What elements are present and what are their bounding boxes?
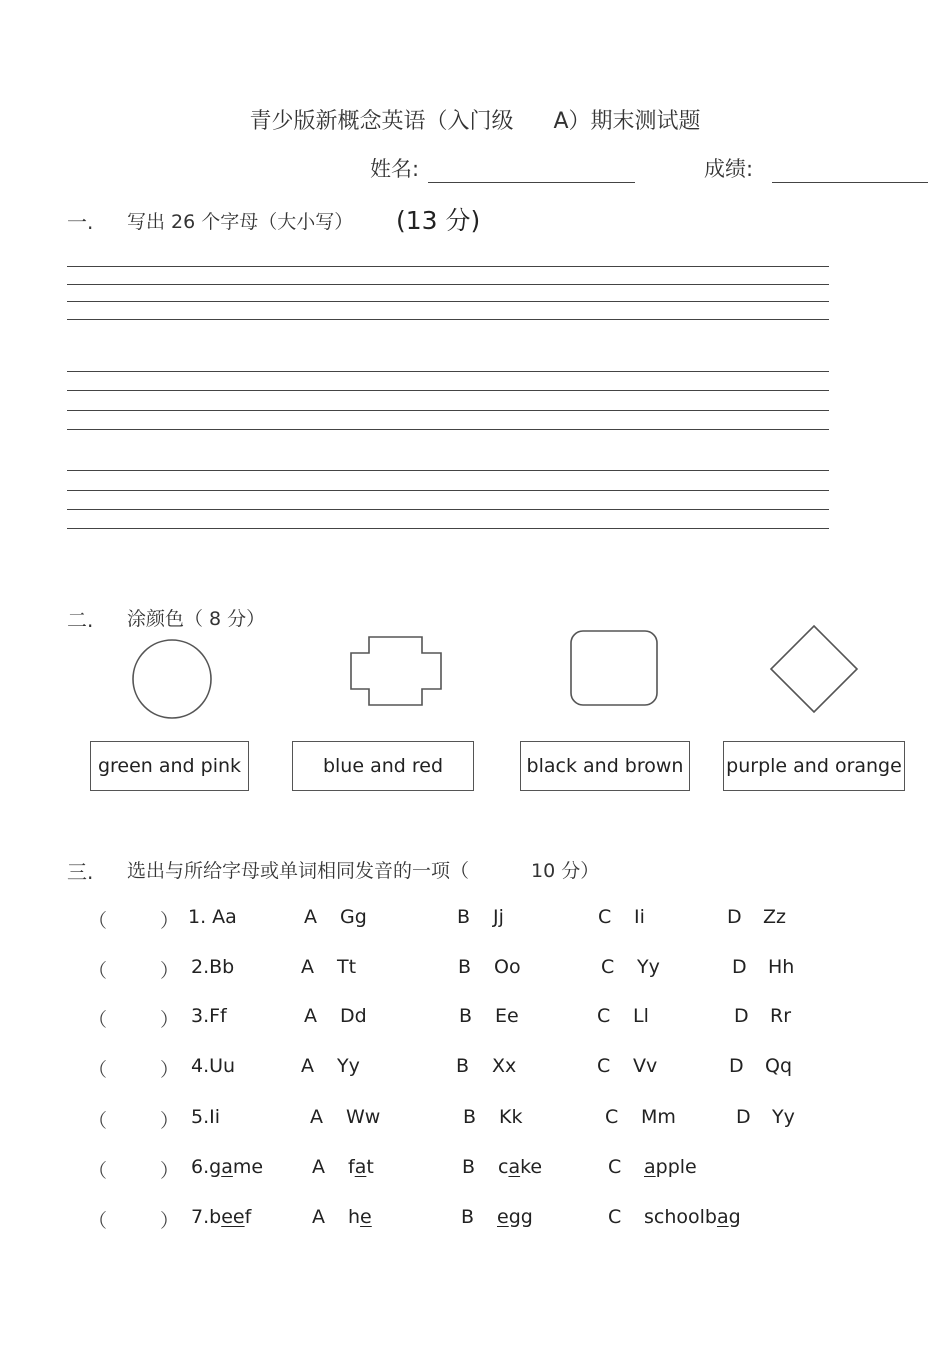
option-d[interactable] bbox=[734, 1005, 791, 1027]
option-letter: C bbox=[601, 956, 615, 978]
underlined-sound: a bbox=[508, 1156, 521, 1178]
color-label: green and pink bbox=[97, 755, 242, 777]
option-text: Yy bbox=[337, 1055, 360, 1077]
option-text: Dd bbox=[340, 1005, 367, 1027]
underlined-sound: a bbox=[354, 1156, 367, 1178]
option-b[interactable] bbox=[458, 956, 521, 978]
diamond-icon[interactable] bbox=[770, 625, 858, 713]
answer-blank[interactable] bbox=[108, 1206, 158, 1230]
option-letter: D bbox=[732, 956, 747, 978]
circle-icon[interactable] bbox=[130, 637, 214, 721]
option-a[interactable] bbox=[301, 1055, 360, 1077]
option-b[interactable] bbox=[457, 906, 504, 928]
answer-paren-close: ） bbox=[160, 910, 180, 932]
option-c[interactable] bbox=[597, 1005, 649, 1027]
option-letter: B bbox=[462, 1156, 476, 1178]
option-d[interactable] bbox=[732, 956, 794, 978]
color-label: purple and orange bbox=[726, 755, 902, 777]
answer-paren-close: ） bbox=[160, 1210, 180, 1232]
option-letter: C bbox=[605, 1106, 619, 1128]
color-label: blue and red bbox=[322, 755, 444, 777]
answer-blank[interactable] bbox=[108, 1055, 158, 1079]
option-d[interactable] bbox=[727, 906, 786, 928]
option-text: Yy bbox=[772, 1106, 795, 1128]
option-letter: B bbox=[458, 956, 472, 978]
answer-paren-open: （ bbox=[88, 1160, 108, 1182]
option-letter: C bbox=[597, 1055, 611, 1077]
question-prompt: 1. Aa bbox=[188, 906, 237, 928]
name-label: 姓名: bbox=[370, 157, 420, 181]
option-text: Rr bbox=[770, 1005, 792, 1027]
option-b[interactable] bbox=[462, 1156, 542, 1178]
writing-line bbox=[67, 470, 829, 471]
writing-line bbox=[67, 390, 829, 391]
rounded-square-icon[interactable] bbox=[570, 630, 658, 706]
option-text: Xx bbox=[492, 1055, 517, 1077]
section2-number: 二. bbox=[67, 608, 94, 632]
option-a[interactable] bbox=[304, 1005, 367, 1027]
option-letter: A bbox=[312, 1206, 325, 1228]
option-letter: B bbox=[459, 1005, 473, 1027]
underlined-sound: e bbox=[497, 1206, 509, 1228]
answer-blank[interactable] bbox=[108, 1106, 158, 1130]
writing-line bbox=[67, 490, 829, 491]
answer-blank[interactable] bbox=[108, 1156, 158, 1180]
writing-line bbox=[67, 266, 829, 267]
section1-instruction: 写出 26 个字母（大小写） bbox=[127, 211, 354, 233]
question-prompt: 7.beef bbox=[191, 1206, 252, 1228]
answer-blank[interactable] bbox=[108, 906, 158, 930]
writing-line bbox=[67, 284, 829, 285]
option-letter: C bbox=[597, 1005, 611, 1027]
answer-paren-close: ） bbox=[160, 1059, 180, 1081]
option-d[interactable] bbox=[736, 1106, 795, 1128]
option-text: Mm bbox=[641, 1106, 676, 1128]
answer-paren-open: （ bbox=[88, 1059, 108, 1081]
option-letter: A bbox=[310, 1106, 323, 1128]
option-text: Ll bbox=[633, 1005, 649, 1027]
option-text: Ww bbox=[346, 1106, 381, 1128]
option-b[interactable] bbox=[461, 1206, 533, 1228]
writing-line bbox=[67, 371, 829, 372]
writing-line bbox=[67, 429, 829, 430]
option-letter: D bbox=[736, 1106, 751, 1128]
option-text: Tt bbox=[337, 956, 357, 978]
option-text: apple bbox=[644, 1156, 697, 1178]
name-field[interactable] bbox=[428, 182, 635, 183]
answer-blank[interactable] bbox=[108, 956, 158, 980]
answer-paren-open: （ bbox=[88, 910, 108, 932]
option-c[interactable] bbox=[608, 1206, 741, 1228]
option-text: Oo bbox=[494, 956, 521, 978]
option-letter: C bbox=[608, 1156, 622, 1178]
option-text: Gg bbox=[340, 906, 367, 928]
question-prompt: 4.Uu bbox=[191, 1055, 236, 1077]
option-b[interactable] bbox=[463, 1106, 522, 1128]
underlined-sound: a bbox=[221, 1156, 233, 1178]
color-label-box bbox=[520, 741, 690, 791]
option-letter: A bbox=[304, 906, 317, 928]
option-text: Zz bbox=[763, 906, 786, 928]
answer-blank[interactable] bbox=[108, 1005, 158, 1029]
option-letter: A bbox=[301, 1055, 314, 1077]
title-level: A）期末测试题 bbox=[553, 109, 701, 134]
question-prompt: 2.Bb bbox=[191, 956, 235, 978]
color-label: black and brown bbox=[526, 755, 684, 777]
section1-number: 一. bbox=[67, 210, 94, 234]
option-text: Yy bbox=[637, 956, 660, 978]
writing-line bbox=[67, 301, 829, 302]
option-text: Ii bbox=[634, 906, 645, 928]
answer-paren-close: ） bbox=[160, 960, 180, 982]
writing-line bbox=[67, 528, 829, 529]
option-text: Hh bbox=[768, 956, 795, 978]
section3-score: 10 分） bbox=[531, 860, 600, 882]
option-text: Jj bbox=[493, 906, 504, 928]
answer-paren-close: ） bbox=[160, 1009, 180, 1031]
option-c[interactable] bbox=[608, 1156, 697, 1178]
option-c[interactable] bbox=[597, 1055, 657, 1077]
option-text: schoolbag bbox=[644, 1206, 741, 1228]
color-label-box bbox=[292, 741, 474, 791]
color-label-box bbox=[723, 741, 905, 791]
underlined-sound: e bbox=[360, 1206, 372, 1228]
writing-line bbox=[67, 509, 829, 510]
cross-icon[interactable] bbox=[350, 636, 442, 706]
option-c[interactable] bbox=[605, 1106, 676, 1128]
option-letter: B bbox=[463, 1106, 477, 1128]
option-a[interactable] bbox=[301, 956, 356, 978]
writing-line bbox=[67, 319, 829, 320]
option-text: cake bbox=[498, 1156, 543, 1178]
option-letter: A bbox=[304, 1005, 317, 1027]
option-c[interactable] bbox=[601, 956, 660, 978]
option-letter: B bbox=[456, 1055, 470, 1077]
option-letter: C bbox=[608, 1206, 622, 1228]
answer-paren-open: （ bbox=[88, 1110, 108, 1132]
option-letter: A bbox=[301, 956, 314, 978]
underlined-sound: a bbox=[716, 1206, 729, 1228]
option-letter: D bbox=[734, 1005, 749, 1027]
option-text: Vv bbox=[633, 1055, 658, 1077]
option-c[interactable] bbox=[598, 906, 645, 928]
option-text: he bbox=[348, 1206, 372, 1228]
answer-paren-close: ） bbox=[160, 1160, 180, 1182]
answer-paren-close: ） bbox=[160, 1110, 180, 1132]
section3-number: 三. bbox=[67, 860, 94, 884]
score-field[interactable] bbox=[772, 182, 928, 183]
answer-paren-open: （ bbox=[88, 1210, 108, 1232]
option-text: fat bbox=[348, 1156, 374, 1178]
option-a[interactable] bbox=[312, 1156, 374, 1178]
section3-instruction: 选出与所给字母或单词相同发音的一项（ bbox=[127, 860, 470, 882]
option-letter: B bbox=[457, 906, 471, 928]
question-prompt: 3.Ff bbox=[191, 1005, 227, 1027]
option-a[interactable] bbox=[310, 1106, 380, 1128]
option-letter: A bbox=[312, 1156, 325, 1178]
question-prompt: 5.Ii bbox=[191, 1106, 221, 1128]
option-d[interactable] bbox=[729, 1055, 792, 1077]
underlined-sound: ee bbox=[221, 1206, 245, 1228]
option-letter: D bbox=[727, 906, 742, 928]
page-title bbox=[0, 104, 950, 135]
option-letter: C bbox=[598, 906, 612, 928]
writing-line bbox=[67, 410, 829, 411]
color-label-box bbox=[90, 741, 249, 791]
question-prompt: 6.game bbox=[191, 1156, 264, 1178]
answer-paren-open: （ bbox=[88, 1009, 108, 1031]
underlined-sound: a bbox=[644, 1156, 656, 1178]
option-a[interactable] bbox=[312, 1206, 372, 1228]
answer-paren-open: （ bbox=[88, 960, 108, 982]
option-letter: D bbox=[729, 1055, 744, 1077]
option-letter: B bbox=[461, 1206, 475, 1228]
title-main: 青少版新概念英语（入门级 bbox=[249, 109, 514, 134]
section1-score: (13 分) bbox=[396, 206, 481, 235]
option-text: Ee bbox=[495, 1005, 519, 1027]
option-text: Qq bbox=[765, 1055, 793, 1077]
score-label: 成绩: bbox=[704, 157, 754, 181]
option-b[interactable] bbox=[456, 1055, 516, 1077]
option-text: Kk bbox=[499, 1106, 523, 1128]
option-text: egg bbox=[497, 1206, 533, 1228]
option-a[interactable] bbox=[304, 906, 367, 928]
option-b[interactable] bbox=[459, 1005, 519, 1027]
section2-instruction: 涂颜色（ 8 分） bbox=[127, 608, 266, 630]
